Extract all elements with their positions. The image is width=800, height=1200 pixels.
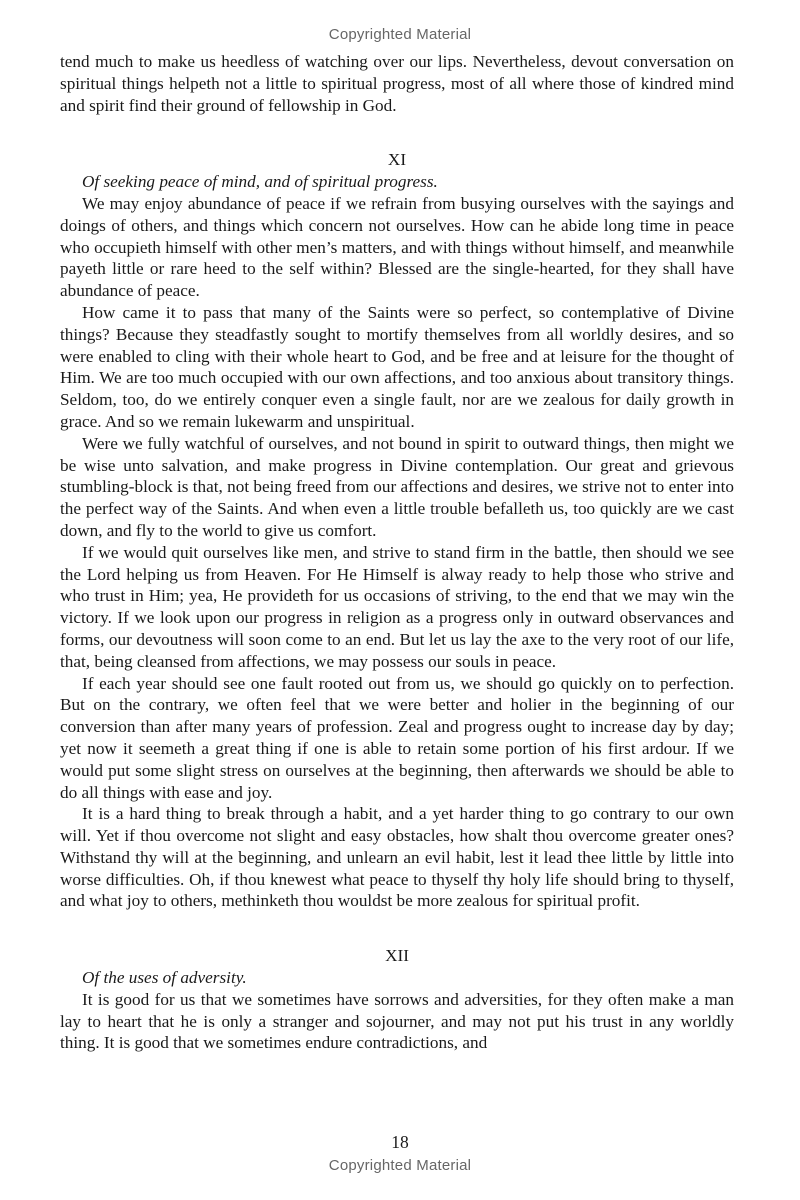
chapter-xi-paragraph-6: It is a hard thing to break through a habit, and a yet harder thing to go contrary to our own will. Yet if thou overcome not slight and easy obstacles, how shalt thou overcome greater ones? Withstand thy will at the beginning, and unlearn an evil habit, lest it lead thee little by little into worse difficulties. Oh, if thou knewest what peace to thyself thy holy life should bring to thyself, and what joy to others, methinketh thou wouldst be more zealous for spiritual profit.	[60, 804, 734, 911]
chapter-xi-paragraph-5: If each year should see one fault rooted out from us, we should go quickly on to perfection. But on the contrary, we often feel that we were better and holier in the beginning of our conversion than after many years of profession. Zeal and progress ought to increase day by day; yet now it seemeth a great thing if one is able to retain some portion of his first ardour. If we would put some slight stress on ourselves at the beginning, then afterwards we should be able to do all things with ease and joy.	[60, 673, 734, 802]
chapter-xii-paragraph-1: It is good for us that we sometimes have sorrows and adversities, for they often make a man lay to heart that he is only a stranger and sojourner, and may not put his trust in any worldly thing. It is good that we sometimes endure contradictions, and	[60, 989, 734, 1053]
chapter-xi-paragraph-2: How came it to pass that many of the Saints were so perfect, so contemplative of Divine things? Because they steadfastly sought to mortify themselves from all worldly desires, and so were enabled to cling with their whole heart to God, and be free and at leisure for the thought of Him. We are too much occupied with our own affections, and too anxious about transitory things. Seldom, too, do we entirely conquer even a single fault, nor are we zealous for daily growth in grace. And so we remain lukewarm and unspiritual.	[60, 302, 734, 431]
copyright-watermark-bottom: Copyrighted Material	[328, 1157, 472, 1174]
copyright-watermark-top: Copyrighted Material	[328, 26, 472, 43]
page-content	[60, 51, 734, 1054]
chapter-xi-number: XI	[387, 150, 407, 170]
page-number: 18	[391, 1132, 409, 1152]
chapter-xii-number: XII	[385, 946, 409, 966]
chapter-xii-title: Of the uses of adversity.	[82, 968, 247, 988]
opening-paragraph: tend much to make us heedless of watching over our lips. Nevertheless, devout conversation on spiritual things helpeth not a little to spiritual progress, most of all where those of kindred mind and spirit find their ground of fellowship in God.	[60, 52, 734, 115]
chapter-xi-paragraph-3: Were we fully watchful of ourselves, and not bound in spirit to outward things, then might we be wise unto salvation, and make progress in Divine contemplation. Our great and grievous stumbling-block is that, not being freed from our affections and desires, we strive not to enter into the perfect way of the Saints. And when even a little trouble befalleth us, too quickly are we cast down, and fly to the world to give us comfort.	[60, 433, 734, 540]
chapter-xi-title: Of seeking peace of mind, and of spiritual progress.	[82, 172, 438, 192]
chapter-xi-paragraph-4: If we would quit ourselves like men, and strive to stand firm in the battle, then should we see the Lord helping us from Heaven. For He Himself is alway ready to help those who strive and who trust in Him; yea, He provideth for us occasions of striving, to the end that we may win the victory. If we look upon our progress in religion as a progress only in outward observances and forms, our devoutness will soon come to an end. But let us lay the axe to the very root of our life, that, being cleansed from affections, we may possess our souls in peace.	[60, 542, 734, 671]
chapter-xi-paragraph-1: We may enjoy abundance of peace if we refrain from busying ourselves with the sayings and doings of others, and things which concern not ourselves. How can he abide long time in peace who occupieth himself with other men’s matters, and with things without himself, and meanwhile payeth little or rare heed to the self within? Blessed are the single-hearted, for they shall have abundance of peace.	[60, 193, 734, 301]
